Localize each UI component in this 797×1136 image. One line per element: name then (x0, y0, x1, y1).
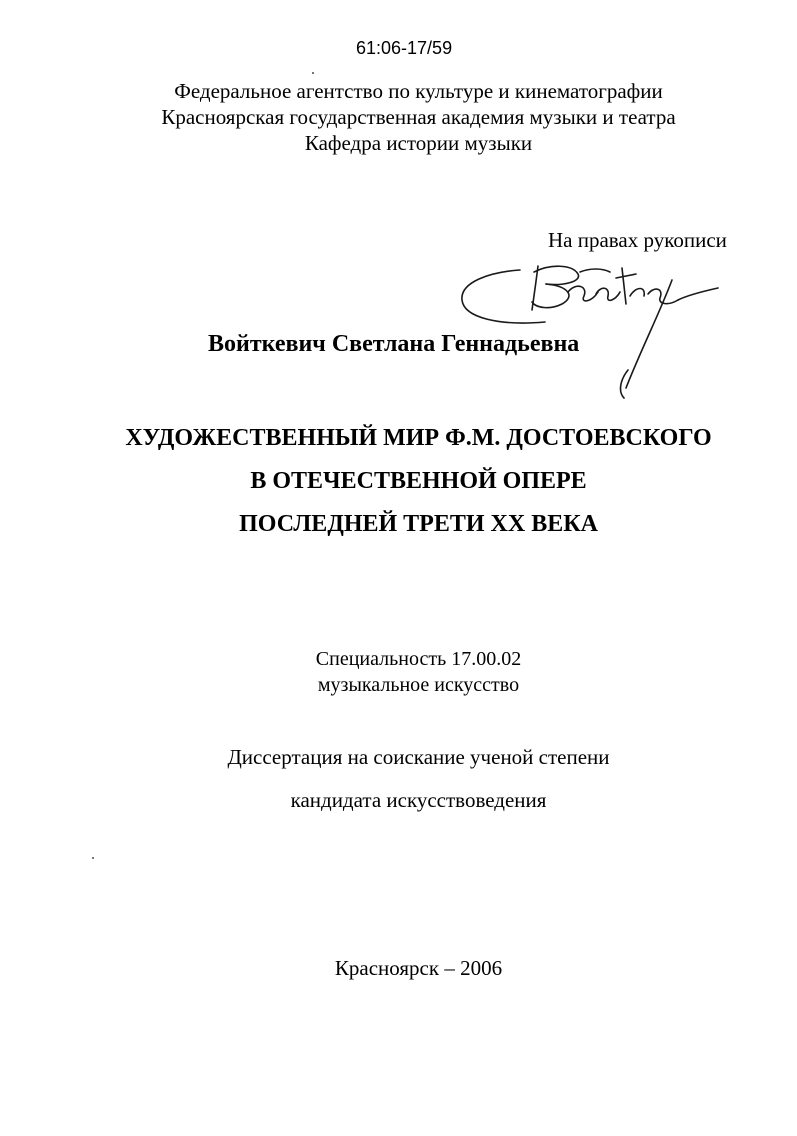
degree-statement-line-1: Диссертация на соискание ученой степени (227, 745, 610, 769)
dissertation-title-line-1: ХУДОЖЕСТВЕННЫЙ МИР Ф.М. ДОСТОЕВСКОГО (125, 425, 712, 451)
catalog-code: 61:06-17/59 (356, 38, 453, 58)
scan-speck (92, 857, 94, 859)
specialty-name: музыкальное искусство (317, 674, 520, 696)
specialty-code: Специальность 17.00.02 (315, 648, 522, 670)
manuscript-rights-note: На правах рукописи (548, 228, 727, 252)
city-and-year: Красноярск – 2006 (334, 956, 503, 980)
dissertation-title-line-2: В ОТЕЧЕСТВЕННОЙ ОПЕРЕ (250, 468, 587, 494)
degree-statement-line-2: кандидата искусствоведения (290, 788, 547, 812)
author-name: Войткевич Светлана Геннадьевна (208, 331, 580, 357)
scan-speck (312, 72, 314, 74)
organization-agency: Федеральное агентство по культуре и кинематографии (174, 79, 663, 103)
organization-academy: Красноярская государственная академия музыки и театра (161, 105, 676, 129)
dissertation-title-line-3: ПОСЛЕДНЕЙ ТРЕТИ XX ВЕКА (239, 511, 598, 537)
organization-department: Кафедра истории музыки (304, 131, 533, 155)
